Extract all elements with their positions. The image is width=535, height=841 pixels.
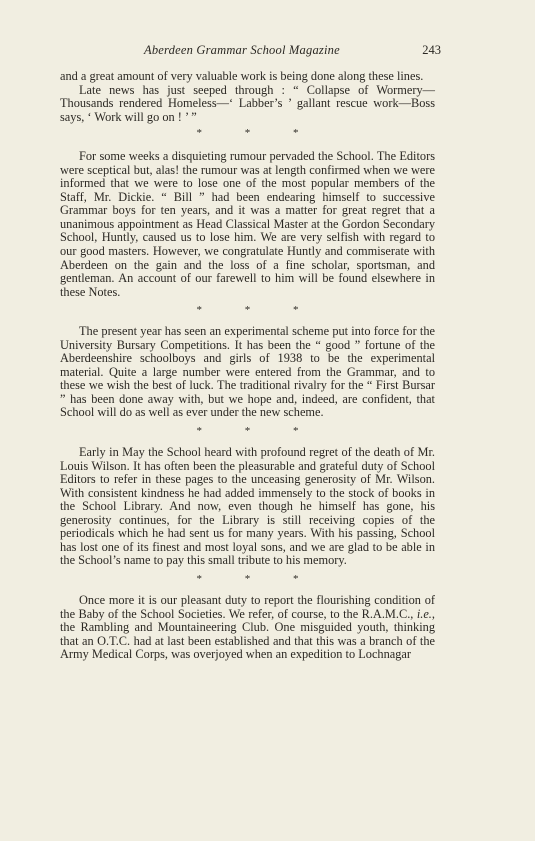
running-title: Aberdeen Grammar School Magazine	[144, 43, 340, 57]
paragraph-louis-wilson: Early in May the School heard with profound regret of the death of Mr. Louis Wilson. It has often been the pleasurable and grateful duty of School Editors to refer in these pages to the unceasing generosity of Mr. Wilson. With consistent kindness he had added immensely to the stock of books in the School Library. And now, even though he himself has gone, his generosity continues, for the Library is still receiving copies of the periodicals which he had sent us for many years. With his passing, School has lost one of its finest and most loyal sons, and we are glad to be able in the School’s name to pay this small tribute to his memory.	[60, 445, 435, 568]
paragraph-continuation: and a great amount of very valuable work is being done along these lines.	[60, 69, 424, 83]
page-header	[60, 38, 441, 64]
section-separator: * * *	[196, 127, 319, 140]
magazine-page	[60, 38, 441, 662]
ramc-text-start: Once more it is our pleasant duty to report the flourishing condition of the Baby of the School Societies. We refer, of course, to the R.A.M.C.,	[60, 592, 435, 621]
paragraph-ramc-club	[60, 594, 435, 662]
section-separator: * * *	[196, 572, 319, 585]
article-body	[60, 70, 435, 662]
paragraph-mr-dickie: For some weeks a disquieting rumour pervaded the School. The Editors were sceptical but, alas! the rumour was at length confirmed when we were informed that we were to lose one of the most popular members of the Staff, Mr. Dickie. “ Bill ” had been endearing himself to successive Grammar boys for ten years, and it was a matter for great regret that a unanimous appointment as Head Classical Master at the Gordon Secondary School, Huntly, caused us to lose him. We are very selfish with regard to our good masters. However, we congratulate Huntly and commiserate with Aberdeen on the gain and the loss of a fine scholar, sportsman, and gentleman. An account of our farewell to him will be found elsewhere in these Notes.	[60, 149, 435, 299]
paragraph-wormery-news: Late news has just seeped through : “ Collapse of Wormery—Thousands rendered Homeless—‘ Labber’s ’ gallant rescue work—Boss says, ‘ Work will go on ! ’ ”	[60, 82, 435, 124]
page-number: 243	[422, 43, 441, 57]
section-separator: * * *	[196, 304, 319, 317]
section-separator: * * *	[196, 425, 319, 438]
ramc-ie-italic: i.e.	[416, 606, 432, 621]
paragraph-bursary-competitions: The present year has seen an experimental scheme put into force for the University Bursary Competitions. It has been the “ good ” fortune of the Aberdeenshire schoolboys and girls of 1938 to be the experimental material. Quite a large number were entered from the Grammar, and to these we wish the best of luck. The traditional rivalry for the “ First Bursar ” has been done away with, but we hope and, indeed, are confident, that School will do as well as ever under the new scheme.	[60, 324, 435, 420]
ramc-text-end: , the Rambling and Mountaineering Club. One misguided youth, thinking that an O.T.C. had at last been established and that this was a branch of the Army Medical Corps, was overjoyed when an expedition to Lochnagar	[60, 606, 435, 662]
